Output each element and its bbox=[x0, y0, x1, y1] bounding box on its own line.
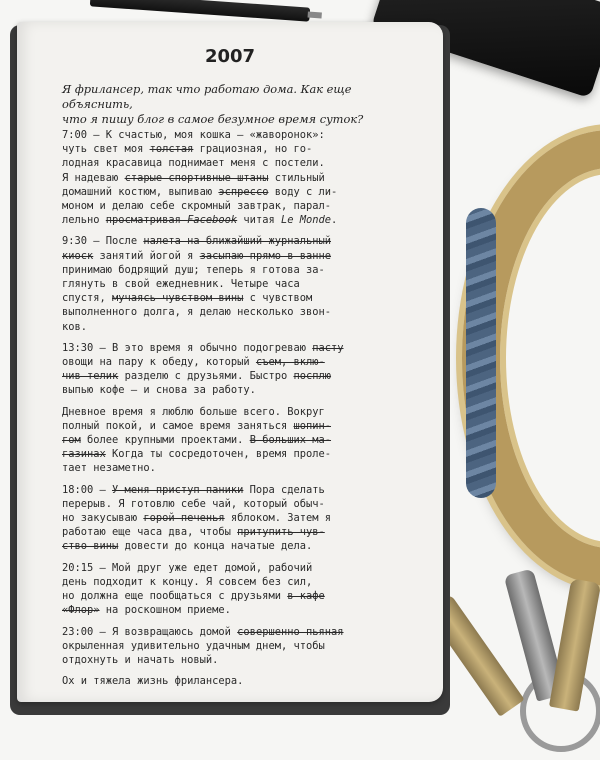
diary-line bbox=[62, 369, 422, 383]
struck-text: «Флор» bbox=[62, 604, 100, 617]
text-span: чуть свет моя bbox=[62, 143, 150, 156]
text-span: ков. bbox=[62, 320, 88, 333]
diary-line bbox=[62, 185, 422, 199]
diary-line bbox=[62, 589, 422, 603]
diary-line bbox=[62, 525, 422, 539]
intro-line: Я фрилансер, так что работаю дома. Как еще объяснить, bbox=[62, 82, 352, 111]
diary-line bbox=[62, 234, 422, 248]
struck-text: пасту bbox=[312, 341, 344, 354]
pen bbox=[90, 0, 310, 22]
intro-line: что я пишу блог в самое безумное время суток? bbox=[62, 112, 364, 126]
struck-text: шопин- bbox=[293, 419, 332, 432]
diary-line bbox=[62, 539, 422, 553]
diary-line bbox=[62, 461, 422, 475]
text-span: лодная красавица поднимает меня с постели. bbox=[62, 157, 325, 170]
text-span: тает незаметно. bbox=[62, 462, 156, 475]
struck-text: гом bbox=[62, 434, 81, 447]
text-span: но должна еще пообщаться с друзьями bbox=[62, 590, 288, 603]
text-span: 18:00 – bbox=[62, 483, 113, 496]
diary-line bbox=[62, 639, 422, 653]
struck-text: эспрессо bbox=[218, 185, 269, 198]
text-span: более крупными проектами. bbox=[80, 434, 250, 447]
text-span: Ох и тяжела жизнь фрилансера. bbox=[62, 675, 244, 688]
diary-line bbox=[62, 305, 422, 319]
struck-text: У меня приступ паники bbox=[112, 483, 244, 496]
diary-line bbox=[62, 171, 422, 185]
diary-line bbox=[62, 447, 422, 461]
text-span: отдохнуть и начать новый. bbox=[62, 653, 219, 666]
text-span: Пора сделать bbox=[243, 483, 325, 496]
diary-line bbox=[62, 128, 422, 142]
diary-line bbox=[62, 483, 422, 497]
diary-paragraph bbox=[62, 483, 422, 554]
diary-line bbox=[62, 291, 422, 305]
diary-paragraph bbox=[62, 674, 422, 688]
text-span: стильный bbox=[268, 171, 325, 184]
struck-text: просматривая bbox=[105, 214, 188, 227]
diary-line bbox=[62, 625, 422, 639]
text-span: принимаю бодрящий душ; теперь я готова за- bbox=[62, 263, 325, 276]
text-span: 23:00 – Я возвращаюсь домой bbox=[62, 625, 238, 638]
text-span: глянуть в свой ежедневник. Четыре часа bbox=[62, 278, 300, 291]
page-title: 2007 bbox=[204, 46, 256, 67]
struck-text: толстая bbox=[149, 143, 194, 156]
struck-text: съем, вклю- bbox=[255, 356, 325, 369]
diary-line bbox=[62, 341, 422, 355]
text-span: выполненного долга, я делаю несколько звон- bbox=[62, 306, 331, 319]
text-span: 13:30 – В это время я обычно подогреваю bbox=[62, 341, 313, 354]
text-span: яблоком. Затем я bbox=[224, 512, 332, 525]
struck-text: старые спортивные штаны bbox=[124, 171, 269, 184]
struck-text: горой печенья bbox=[143, 512, 225, 525]
struck-text: совершенно пьяная bbox=[237, 625, 344, 638]
text-span: выпью кофе – и снова за работу. bbox=[62, 384, 256, 397]
keys bbox=[450, 570, 600, 760]
diary-paragraph bbox=[62, 128, 422, 227]
diary-line bbox=[62, 263, 422, 277]
text-span: спустя, bbox=[62, 292, 113, 305]
diary-paragraph bbox=[62, 625, 422, 668]
text-span: перерыв. Я готовлю себе чай, который обыч- bbox=[62, 497, 325, 510]
struck-text: чив телик bbox=[62, 370, 119, 383]
diary-line bbox=[62, 497, 422, 511]
diary-line bbox=[62, 213, 422, 227]
text-span: 9:30 – После bbox=[62, 235, 144, 248]
diary-line bbox=[62, 561, 422, 575]
diary-line bbox=[62, 156, 422, 170]
diary-line bbox=[62, 674, 422, 688]
diary-line bbox=[62, 383, 422, 397]
text-span: домашний костюм, выпиваю bbox=[62, 185, 219, 198]
text-span: грациозная, но го- bbox=[193, 143, 313, 156]
struck-text: притупить чув- bbox=[237, 526, 325, 539]
text-span: 7:00 – К счастью, моя кошка – «жаворонок»: bbox=[62, 129, 325, 141]
text-span: читая bbox=[237, 214, 281, 227]
text-span: . bbox=[331, 214, 338, 227]
diary-line bbox=[62, 433, 422, 447]
bracelet bbox=[462, 130, 600, 586]
diary-paragraph bbox=[62, 341, 422, 398]
struck-text: ство вины bbox=[62, 540, 119, 553]
diary-line bbox=[62, 142, 422, 156]
struck-text: Facebook bbox=[187, 214, 238, 227]
text-span: занятий йогой я bbox=[93, 249, 200, 262]
struck-text: посплю bbox=[293, 370, 332, 383]
text-span: день подходит к концу. Я совсем без сил, bbox=[62, 575, 313, 588]
text-span: но закусываю bbox=[62, 512, 144, 525]
text-span: на роскошном приеме. bbox=[99, 604, 231, 617]
text-span: Я надеваю bbox=[62, 171, 125, 184]
text-span: довести до конца начатые дела. bbox=[118, 540, 313, 553]
text-span: овощи на пару к обеду, который bbox=[62, 356, 256, 369]
struck-text: засыпаю прямо в ванне bbox=[199, 249, 332, 262]
text-span: воду с ли- bbox=[268, 185, 338, 198]
diary-line bbox=[62, 419, 422, 433]
diary-paragraph bbox=[62, 234, 422, 333]
diary-line bbox=[62, 575, 422, 589]
diary-line bbox=[62, 199, 422, 213]
text-span: окрыленная удивительно удачным днем, чтобы bbox=[62, 639, 325, 652]
text-span: Дневное время я люблю больше всего. Вокруг bbox=[62, 405, 325, 418]
diary-line bbox=[62, 355, 422, 369]
diary-line bbox=[62, 405, 422, 419]
intro-text bbox=[62, 82, 417, 127]
diary-line bbox=[62, 277, 422, 291]
diary-line bbox=[62, 653, 422, 667]
text-span: полный покой, и самое время заняться bbox=[62, 419, 294, 432]
bracelet-weave bbox=[466, 208, 496, 498]
text-span: лельно bbox=[62, 214, 106, 227]
text-span: работаю еще часа два, чтобы bbox=[62, 526, 238, 539]
diary-body bbox=[62, 128, 422, 695]
diary-line bbox=[62, 320, 422, 334]
struck-text: в кафе bbox=[287, 590, 325, 603]
diary-line bbox=[62, 603, 422, 617]
text-span: 20:15 – Мой друг уже едет домой, рабочий bbox=[62, 561, 313, 574]
struck-text: мучаясь чувством вины bbox=[112, 292, 244, 305]
diary-paragraph bbox=[62, 561, 422, 618]
struck-text: В больших ма- bbox=[249, 434, 332, 447]
pen-tip bbox=[308, 12, 322, 19]
text-span: Le Monde bbox=[280, 214, 332, 227]
text-span: разделю с друзьями. Быстро bbox=[118, 370, 294, 383]
text-span: с чувством bbox=[243, 292, 313, 305]
diary-paragraph bbox=[62, 405, 422, 476]
text-span: моном и делаю себе скромный завтрак, парал- bbox=[62, 200, 331, 213]
struck-text: газинах bbox=[62, 448, 106, 461]
text-span: Когда ты сосредоточен, время проле- bbox=[105, 448, 332, 461]
notebook-page bbox=[17, 22, 443, 702]
struck-text: киоск bbox=[62, 249, 94, 262]
diary-line bbox=[62, 249, 422, 263]
diary-line bbox=[62, 511, 422, 525]
struck-text: налета на ближайший журнальный bbox=[143, 235, 331, 248]
